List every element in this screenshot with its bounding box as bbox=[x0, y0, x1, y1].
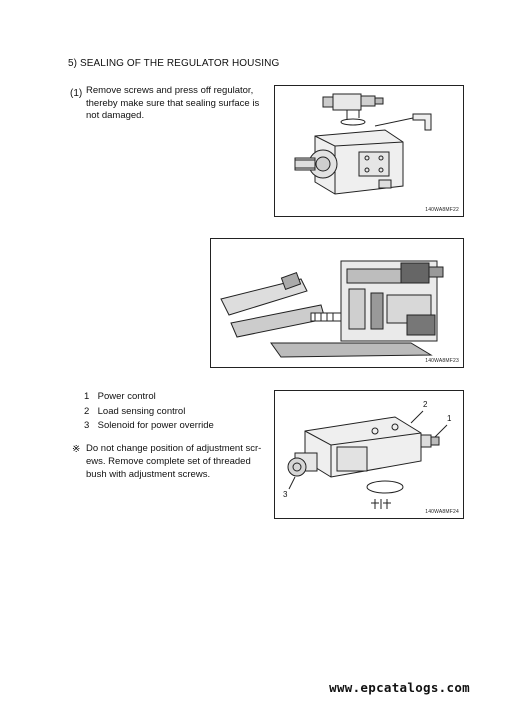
callout-3: 3 bbox=[283, 490, 288, 499]
legend-item bbox=[84, 390, 214, 405]
legend-number: 2 bbox=[84, 405, 90, 417]
figure-code: 140WA8MF24 bbox=[425, 509, 459, 515]
figure-pump-regulator bbox=[274, 85, 464, 217]
figure-sectional-view bbox=[210, 238, 464, 368]
legend-item bbox=[84, 419, 214, 434]
figure-code: 140WA8MF23 bbox=[425, 358, 459, 364]
callout-2: 2 bbox=[423, 400, 428, 409]
figure-regulator-parts bbox=[274, 390, 464, 519]
step-instruction: Remove screws and press off regulator, thereby make sure that sealing surface is not damaged. bbox=[86, 85, 260, 121]
callout-1: 1 bbox=[447, 414, 452, 423]
parts-legend bbox=[84, 390, 214, 434]
note-text: Do not change position of adjustment scr-ews. Remove complete set of threaded bush with adjustment screws. bbox=[86, 443, 262, 480]
legend-item bbox=[84, 405, 214, 420]
pump-regulator-illustration bbox=[275, 86, 463, 216]
step-number: (1) bbox=[70, 88, 83, 99]
legend-number: 1 bbox=[84, 391, 90, 402]
legend-label: Load sensing control bbox=[97, 405, 186, 417]
section-heading: 5) SEALING OF THE REGULATOR HOUSING bbox=[68, 58, 280, 69]
legend-label: Solenoid for power override bbox=[97, 420, 214, 431]
figure-code: 140WA8MF22 bbox=[425, 207, 459, 213]
note-mark: ※ bbox=[72, 444, 81, 455]
sectional-view-illustration bbox=[211, 239, 463, 367]
watermark: www.epcatalogs.com bbox=[329, 680, 470, 695]
regulator-parts-illustration bbox=[275, 391, 463, 518]
legend-number: 3 bbox=[84, 420, 90, 431]
legend-label: Power control bbox=[97, 391, 156, 402]
